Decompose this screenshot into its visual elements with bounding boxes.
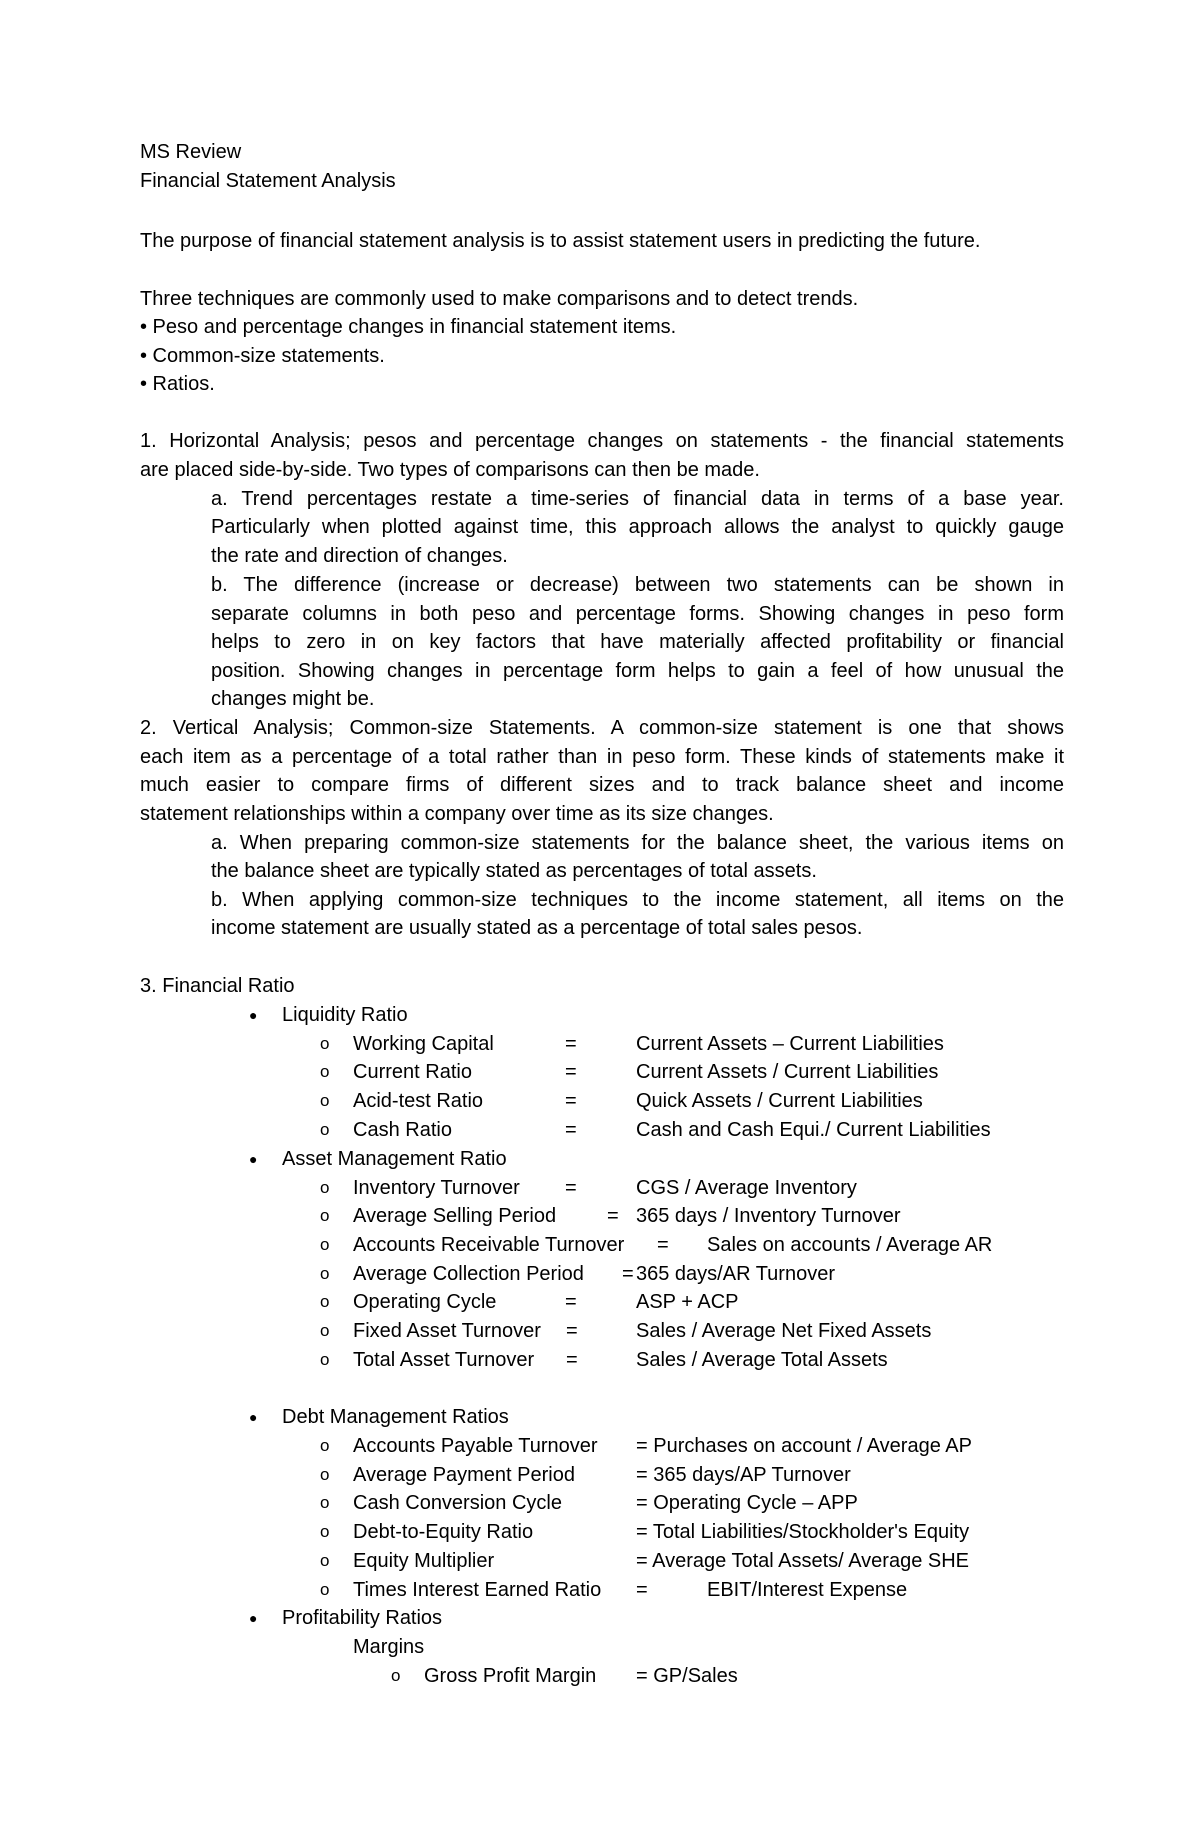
ratio-formula: Cash and Cash Equi./ Current Liabilities [636, 1119, 991, 1141]
ratio-name: Accounts Receivable Turnover [353, 1234, 625, 1256]
techniques-lead: Three techniques are commonly used to make comparisons and to detect trends. [140, 288, 859, 310]
equals-sign: = [657, 1234, 669, 1256]
vertical-item-a-line: the balance sheet are typically stated as percentages of total assets. [211, 860, 817, 882]
horizontal-paragraph-line: 1. Horizontal Analysis; pesos and percentage changes on statements - the financial statements [140, 430, 1064, 452]
debt-management-title: Debt Management Ratios [282, 1406, 509, 1428]
circle-bullet-icon: o [320, 1206, 330, 1225]
bullet-icon: ● [249, 1151, 258, 1167]
asset-management-title: Asset Management Ratio [282, 1148, 507, 1170]
ratio-formula: Sales on accounts / Average AR [707, 1234, 993, 1256]
circle-bullet-icon: o [320, 1350, 330, 1369]
horizontal-item-a-line: the rate and direction of changes. [211, 545, 508, 567]
topic-title: Financial Statement Analysis [140, 170, 396, 192]
vertical-paragraph-line: statement relationships within a company over time as its size changes. [140, 803, 774, 825]
technique-item: • Ratios. [140, 373, 215, 395]
circle-bullet-icon: o [320, 1034, 330, 1053]
circle-bullet-icon: o [320, 1465, 330, 1484]
liquidity-title: Liquidity Ratio [282, 1004, 408, 1026]
horizontal-item-b-line: helps to zero in on key factors that have materially affected profitability or financial [211, 631, 1064, 653]
vertical-paragraph-line: much easier to compare firms of different sizes and to track balance sheet and income [140, 774, 1064, 796]
ratio-name: Average Payment Period [353, 1464, 575, 1486]
circle-bullet-icon: o [320, 1321, 330, 1340]
circle-bullet-icon: o [320, 1120, 330, 1139]
ratio-formula: = GP/Sales [636, 1665, 738, 1687]
ratio-formula: Sales / Average Net Fixed Assets [636, 1320, 932, 1342]
vertical-item-b-line: b. When applying common-size techniques to the income statement, all items on the [211, 889, 1064, 911]
ratio-name: Gross Profit Margin [424, 1665, 597, 1687]
circle-bullet-icon: o [320, 1580, 330, 1599]
bullet-icon: ● [249, 1610, 258, 1626]
vertical-paragraph-line: 2. Vertical Analysis; Common-size Statements. A common-size statement is one that shows [140, 717, 1064, 739]
technique-item: • Peso and percentage changes in financial statement items. [140, 316, 677, 338]
ratio-name: Fixed Asset Turnover [353, 1320, 541, 1342]
ratio-name: Working Capital [353, 1033, 494, 1055]
ratio-name: Accounts Payable Turnover [353, 1435, 598, 1457]
circle-bullet-icon: o [320, 1436, 330, 1455]
equals-sign: = [636, 1579, 648, 1601]
horizontal-paragraph-line: are placed side-by-side. Two types of comparisons can then be made. [140, 459, 760, 481]
margins-subheading: Margins [353, 1636, 425, 1658]
ratio-name: Cash Conversion Cycle [353, 1492, 562, 1514]
ratio-name: Times Interest Earned Ratio [353, 1579, 602, 1601]
ratio-name: Equity Multiplier [353, 1550, 495, 1572]
circle-bullet-icon: o [391, 1666, 401, 1685]
equals-sign: = [565, 1291, 577, 1313]
ratio-formula: = Operating Cycle – APP [636, 1492, 858, 1514]
equals-sign: = [565, 1061, 577, 1083]
bullet-icon: ● [249, 1007, 258, 1023]
horizontal-item-b-line: separate columns in both peso and percentage forms. Showing changes in peso form [211, 603, 1064, 625]
ratio-formula: = 365 days/AP Turnover [636, 1464, 851, 1486]
vertical-item-b-line: income statement are usually stated as a percentage of total sales pesos. [211, 917, 863, 939]
horizontal-item-a-line: Particularly when plotted against time, this approach allows the analyst to quickly gauge [211, 516, 1064, 538]
horizontal-item-a-line: a. Trend percentages restate a time-series of financial data in terms of a base year. [211, 488, 1064, 510]
horizontal-item-b-line: position. Showing changes in percentage form helps to gain a feel of how unusual the [211, 660, 1064, 682]
course-title: MS Review [140, 141, 242, 163]
equals-sign: = [607, 1205, 619, 1227]
ratio-name: Operating Cycle [353, 1291, 497, 1313]
equals-sign: = [565, 1033, 577, 1055]
purpose-statement: The purpose of financial statement analysis is to assist statement users in predicting the future. [140, 230, 981, 252]
ratio-formula: Current Assets / Current Liabilities [636, 1061, 939, 1083]
bullet-icon: ● [249, 1409, 258, 1425]
circle-bullet-icon: o [320, 1235, 330, 1254]
ratio-formula: CGS / Average Inventory [636, 1177, 857, 1199]
ratio-name: Debt-to-Equity Ratio [353, 1521, 534, 1543]
equals-sign: = [565, 1177, 577, 1199]
circle-bullet-icon: o [320, 1178, 330, 1197]
circle-bullet-icon: o [320, 1062, 330, 1081]
ratio-name: Average Collection Period [353, 1263, 584, 1285]
ratio-name: Acid-test Ratio [353, 1090, 484, 1112]
ratios-heading: 3. Financial Ratio [140, 975, 295, 997]
equals-sign: = [566, 1320, 578, 1342]
horizontal-item-b-line: changes might be. [211, 688, 375, 710]
ratio-formula: 365 days / Inventory Turnover [636, 1205, 901, 1227]
ratio-name: Inventory Turnover [353, 1177, 520, 1199]
ratio-formula: Sales / Average Total Assets [636, 1349, 888, 1371]
ratio-formula: = Purchases on account / Average AP [636, 1435, 972, 1457]
equals-sign: = [622, 1263, 634, 1285]
ratio-formula: Current Assets – Current Liabilities [636, 1033, 944, 1055]
circle-bullet-icon: o [320, 1522, 330, 1541]
circle-bullet-icon: o [320, 1551, 330, 1570]
circle-bullet-icon: o [320, 1493, 330, 1512]
ratio-name: Total Asset Turnover [353, 1349, 535, 1371]
circle-bullet-icon: o [320, 1091, 330, 1110]
ratio-formula: Quick Assets / Current Liabilities [636, 1090, 923, 1112]
ratio-name: Average Selling Period [353, 1205, 557, 1227]
profitability-title: Profitability Ratios [282, 1607, 443, 1629]
ratio-formula: EBIT/Interest Expense [707, 1579, 908, 1601]
circle-bullet-icon: o [320, 1264, 330, 1283]
ratio-formula: 365 days/AR Turnover [636, 1263, 835, 1285]
equals-sign: = [565, 1090, 577, 1112]
ratio-formula: ASP + ACP [636, 1291, 739, 1313]
circle-bullet-icon: o [320, 1292, 330, 1311]
vertical-paragraph-line: each item as a percentage of a total rather than in peso form. These kinds of statements make it [140, 746, 1064, 768]
horizontal-item-b-line: b. The difference (increase or decrease) between two statements can be shown in [211, 574, 1064, 596]
vertical-item-a-line: a. When preparing common-size statements for the balance sheet, the various items on [211, 832, 1064, 854]
equals-sign: = [566, 1349, 578, 1371]
equals-sign: = [565, 1119, 577, 1141]
technique-item: • Common-size statements. [140, 345, 385, 367]
ratio-name: Cash Ratio [353, 1119, 452, 1141]
ratio-formula: = Average Total Assets/ Average SHE [636, 1550, 969, 1572]
ratio-formula: = Total Liabilities/Stockholder's Equity [636, 1521, 970, 1543]
ratio-name: Current Ratio [353, 1061, 472, 1083]
